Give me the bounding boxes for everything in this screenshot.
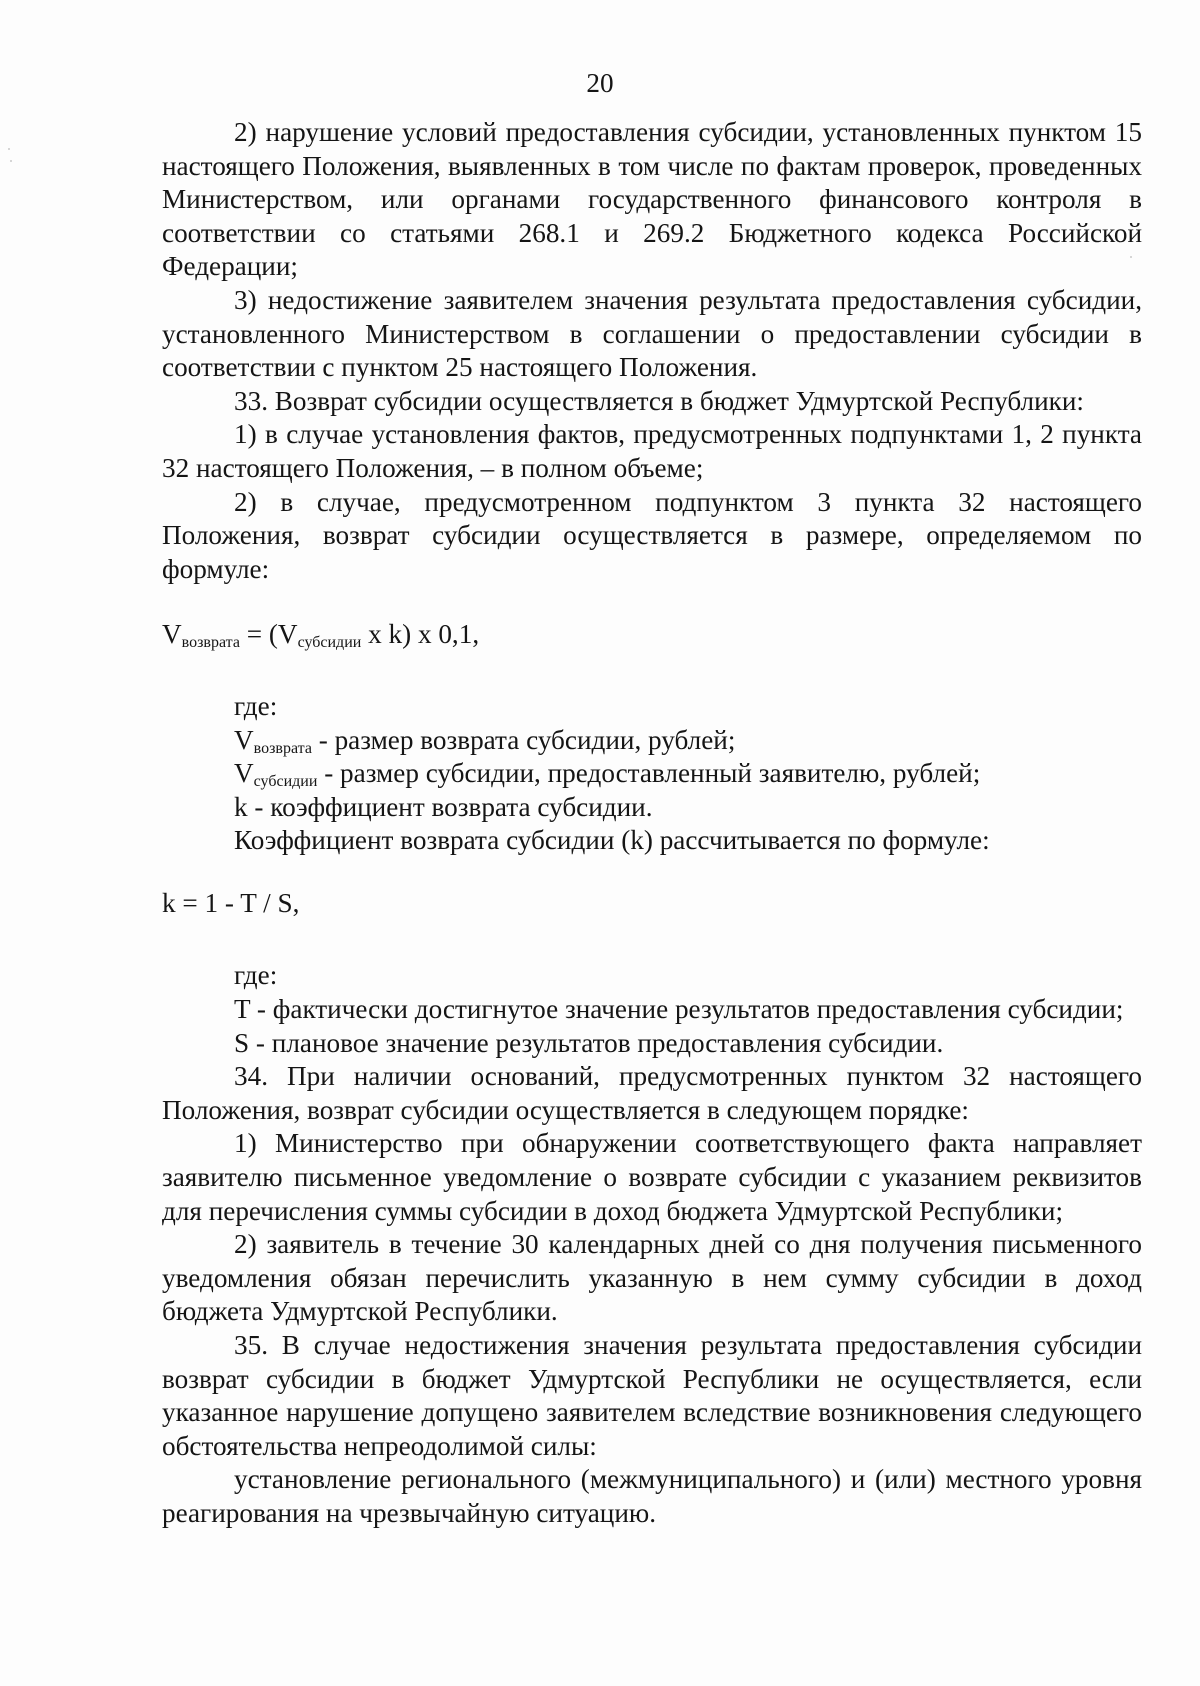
paragraph-violation: 2) нарушение условий предоставления субсидии, установленных пунктом 15 настоящего Положения, выявленных в том числе по фактам проверок, проведенных Министерством, или органами государственного финансового контроля в соответствии со статьями 268.1 и 269.2 Бюджетного кодекса Российской Федерации; [162, 117, 1142, 282]
formula-middle: = (V [239, 619, 298, 650]
where-label-1: где: [234, 690, 278, 721]
paragraph-33-item-2: 2) в случае, предусмотренном подпунктом 3 пункта 32 настоящего Положения, возврат субсидии осуществляется в размере, определяемом по формуле: [162, 486, 1142, 584]
paragraph-34-heading: 34. При наличии оснований, предусмотренных пунктом 32 настоящего Положения, возврат субсидии осуществляется в следующем порядке: [162, 1061, 1142, 1125]
definition-v-return [162, 724, 1142, 758]
definition-v-subsidy [162, 757, 1142, 791]
def-v-symbol-2: V [234, 758, 254, 789]
paragraph-33-heading: 33. Возврат субсидии осуществляется в бюджет Удмуртской Республики: [234, 385, 1084, 416]
def-v-subsidy-text: - размер субсидии, предоставленный заявителю, рублей; [317, 758, 981, 789]
scan-speck [10, 160, 12, 162]
page-number: 20 [586, 68, 614, 98]
formula-tail: x k) x 0,1, [361, 619, 480, 650]
formula-coefficient: k = 1 - T / S, [162, 887, 300, 918]
paragraph-coefficient: Коэффициент возврата субсидии (k) рассчитывается по формуле: [234, 825, 990, 856]
definition-k: k - коэффициент возврата субсидии. [234, 791, 653, 822]
formula-return-amount [162, 618, 1142, 652]
paragraph-35: 35. В случае недостижения значения результата предоставления субсидии возврат субсидии в бюджет Удмуртской Республики не осуществляется, если указанное нарушение допущено заявителем вследствие возникновения следующего обстоятельства непреодолимой силы: [162, 1330, 1142, 1461]
document-body [162, 116, 1142, 1531]
scan-speck [8, 148, 10, 150]
formula-v-symbol: V [162, 619, 182, 650]
definition-s: S - плановое значение результатов предоставления субсидии. [234, 1027, 944, 1058]
paragraph-34-item-2: 2) заявитель в течение 30 календарных дней со дня получения письменного уведомления обязан перечислить указанную в нем сумму субсидии в доход бюджета Удмуртской Республики. [162, 1229, 1142, 1327]
where-label-2: где: [234, 960, 278, 991]
paragraph-34-item-1: 1) Министерство при обнаружении соответствующего факта направляет заявителю письменное уведомление о возврате субсидии с указанием реквизитов для перечисления суммы субсидии в доход бюджета Удмуртской Республики; [162, 1128, 1142, 1226]
def-v-symbol: V [234, 724, 254, 755]
def-subscript-subsidy: субсидии [253, 773, 318, 791]
scan-speck [1130, 256, 1132, 258]
formula-subscript-subsidy: субсидии [297, 634, 362, 652]
paragraph-35-circumstance: установление регионального (межмуниципального) и (или) местного уровня реагирования на чрезвычайную ситуацию. [162, 1464, 1142, 1528]
formula-subscript-return: возврата [181, 634, 240, 652]
paragraph-nonachievement: 3) недостижение заявителем значения результата предоставления субсидии, установленного Министерством в соглашении о предоставлении субсидии в соответствии с пунктом 25 настоящего Положения. [162, 284, 1142, 383]
def-v-return-text: - размер возврата субсидии, рублей; [311, 724, 736, 755]
def-subscript-return: возврата [253, 739, 312, 757]
definition-t: T - фактически достигнутое значение результатов предоставления субсидии; [234, 994, 1124, 1025]
paragraph-33-item-1: 1) в случае установления фактов, предусмотренных подпунктами 1, 2 пункта 32 настоящего Положения, – в полном объеме; [162, 419, 1142, 483]
